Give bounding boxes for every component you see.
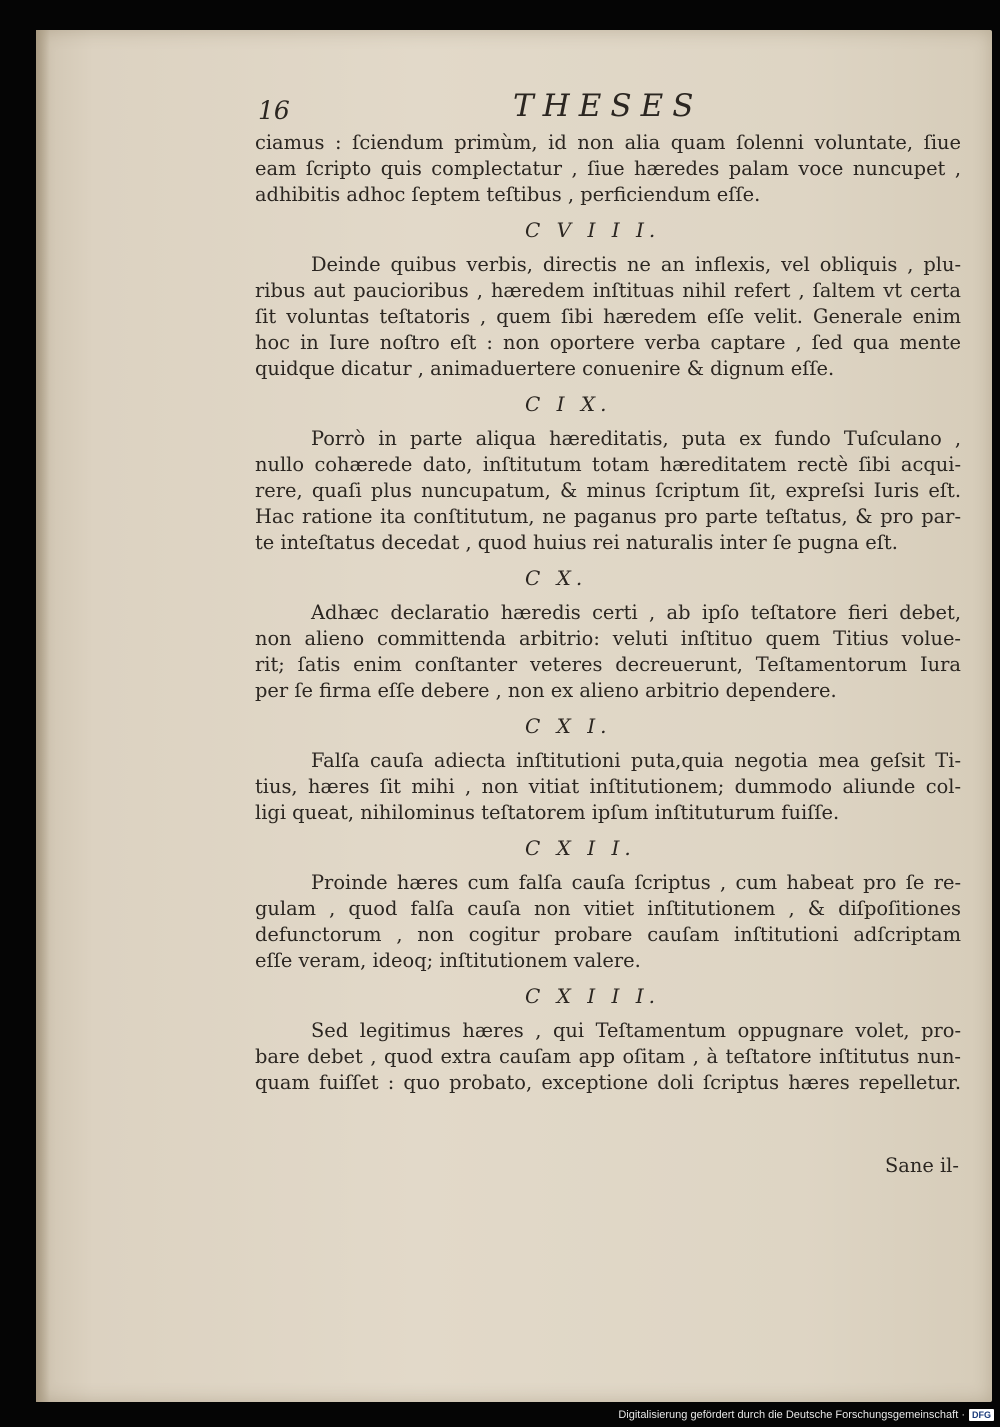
- text-line: rere, quaſi plus nuncupatum, & minus ſcriptum ſit, expreſsi Iuris eſt.: [255, 479, 961, 502]
- dfg-logo: DFG: [969, 1409, 994, 1421]
- text-line: bare debet , quod extra cauſam app oſitam , à teſtatore inſtitutus nun-: [255, 1045, 961, 1068]
- text-line: eſſe veram, ideoq; inſtitutionem valere.: [255, 949, 641, 972]
- text-line: te inteſtatus decedat , quod huius rei naturalis inter ſe pugna eſt.: [255, 531, 898, 554]
- thesis-section-109: [255, 382, 961, 556]
- text-line: eam ſcripto quis complectatur , ſiue hæredes palam voce nuncupet ,: [255, 157, 961, 180]
- text-line: non alieno committenda arbitrio: veluti inſtituo quem Titius volue-: [255, 627, 961, 650]
- thesis-heading: C X I I I.: [525, 984, 661, 1008]
- text-line: ribus aut paucioribus , hæredem inſtituas nihil refert , ſaltem vt certa: [255, 279, 961, 302]
- text-line: per ſe firma eſſe debere , non ex alieno arbitrio dependere.: [255, 679, 837, 702]
- text-line: defunctorum , non cogitur probare cauſam inſtitutioni adſcriptam: [255, 923, 961, 946]
- thesis-heading: C X.: [525, 566, 588, 590]
- running-title: THESES: [513, 88, 703, 124]
- text-line: Deinde quibus verbis, directis ne an inflexis, vel obliquis , plu-: [311, 253, 961, 276]
- page-text-block: [255, 86, 961, 1096]
- thesis-heading: C X I I.: [525, 836, 636, 860]
- text-line: Adhæc declaratio hæredis certi , ab ipſo teſtatore fieri debet,: [311, 601, 961, 624]
- catchword: Sane il-: [885, 1154, 959, 1177]
- text-line: Hac ratione ita conſtitutum, ne paganus pro parte teſtatus, & pro par-: [255, 505, 961, 528]
- text-line: rit; ſatis enim conſtanter veteres decreuerunt, Teſtamentorum Iura: [255, 653, 961, 676]
- thesis-section-108: [255, 208, 961, 382]
- thesis-heading: C X I.: [525, 714, 612, 738]
- text-line: adhibitis adhoc ſeptem teſtibus , perficiendum eſſe.: [255, 183, 761, 206]
- page-number: 16: [258, 96, 290, 125]
- text-line: gulam , quod falſa cauſa non vitiet inſtitutionem , & diſpoſitiones: [255, 897, 961, 920]
- thesis-section-113: [255, 974, 961, 1096]
- page-gutter-shadow: [36, 30, 50, 1402]
- text-line: nullo cohærede dato, inſtitutum totam hæreditatem rectè ſibi acqui-: [255, 453, 961, 476]
- text-line: Proinde hæres cum falſa cauſa ſcriptus , cum habeat pro ſe re-: [311, 871, 961, 894]
- text-line: Falſa cauſa adiecta inſtitutioni puta,quia negotia mea geſsit Ti-: [311, 749, 961, 772]
- thesis-section-110: [255, 556, 961, 704]
- text-line: quam fuiſſet : quo probato, exceptione doli ſcriptus hæres repelletur.: [255, 1071, 961, 1094]
- text-line: ligi queat, nihilominus teſtatorem ipſum inſtituturum fuiſſe.: [255, 801, 840, 824]
- text-line: quidque dicatur , animaduertere conuenire & dignum eſſe.: [255, 357, 835, 380]
- text-line: ciamus : ſciendum primùm, id non alia quam ſolenni voluntate, ſiue: [255, 131, 961, 154]
- credit-text: Digitalisierung gefördert durch die Deutsche Forschungsgemeinschaft ·: [618, 1409, 965, 1421]
- text-line: hoc in Iure noſtro eſt : non oportere verba captare , ſed qua mente: [255, 331, 961, 354]
- text-line: ſit voluntas teſtatoris , quem ſibi hæredem eſſe velit. Generale enim: [255, 305, 961, 328]
- thesis-section-111: [255, 704, 961, 826]
- text-line: Sed legitimus hæres , qui Teſtamentum oppugnare volet, pro-: [311, 1019, 961, 1042]
- thesis-heading: C V I I I.: [525, 218, 661, 242]
- text-line: Porrò in parte aliqua hæreditatis, puta ex fundo Tuſculano ,: [311, 427, 961, 450]
- digitization-credit: [618, 1409, 994, 1421]
- continuation-paragraph: [255, 130, 961, 208]
- running-head: [255, 86, 961, 130]
- thesis-heading: C I X.: [525, 392, 612, 416]
- thesis-section-112: [255, 826, 961, 974]
- text-line: tius, hæres ſit mihi , non vitiat inſtitutionem; dummodo aliunde col-: [255, 775, 961, 798]
